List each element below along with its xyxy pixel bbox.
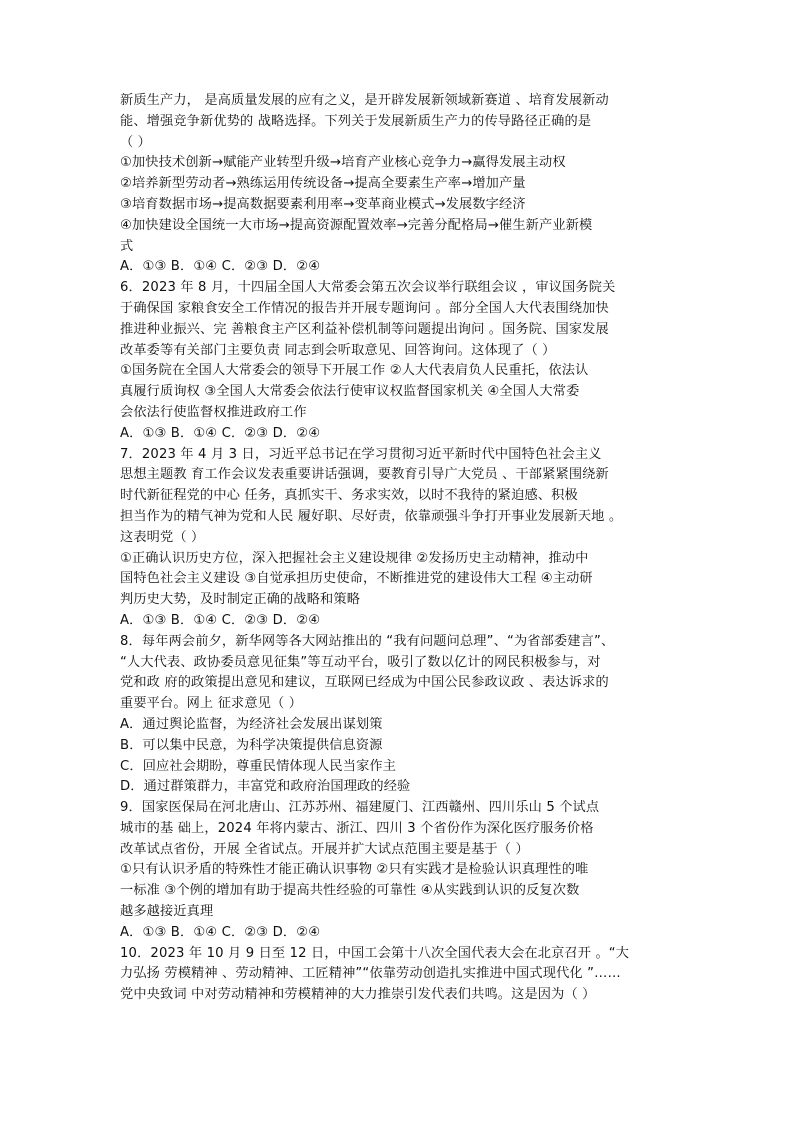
text-line: 推进种业振兴、完 善粮食主产区利益补偿机制等问题提出询问 。国务院、国家发展 [120,321,609,337]
option-line: ①正确认识历史方位，深入把握社会主义建设规律 ②发扬历史主动精神，推动中 [120,550,589,566]
option-a: A．通过舆论监督，为经济社会发展出谋划策 [120,716,383,732]
question-7: 7．2023 年 4 月 3 日，习近平总书记在学习贯彻习近平新时代中国特色社会主义 [120,446,602,462]
option-line: ①只有认识矛盾的特殊性才能正确认识事物 ②只有实践才是检验认识真理性的唯 [120,862,589,878]
text-line: 党和政 府的政策提出意见和建议，互联网已经成为中国公民参政议政 、表达诉求的 [120,675,609,691]
text-line: 城市的基 础上，2024 年将内蒙古、浙江、四川 3 个省份作为深化医疗服务价格 [120,820,594,836]
text-line: 这表明党（ ） [120,529,205,545]
question-6: 6．2023 年 8 月，十四届全国人大常委会第五次会议举行联组会议 ，审议国务院关 [120,280,616,296]
option-line: ②培养新型劳动者→熟练运用传统设备→提高全要素生产率→增加产量 [120,176,526,192]
answer-choices: A．①③ B．①④ C．②③ D．②④ [120,259,321,275]
option-line: 会依法行使监督权推进政府工作 [120,404,307,420]
option-line: 国特色社会主义建设 ③自觉承担历史使命，不断推进党的建设伟大工程 ④主动研 [120,571,593,587]
document-body [120,91,680,1006]
text-line: 时代新征程党的中心 任务，真抓实干、务求实效，以时不我待的紧迫感、积极 [120,488,578,504]
text-line: 党中央致词 中对劳动精神和劳模精神的大力推崇引发代表们共鸣。这是因为（ ） [120,987,596,1003]
answer-choices: A．①③ B．①④ C．②③ D．②④ [120,425,321,441]
question-8: 8．每年两会前夕，新华网等各大网站推出的 “我有问题问总理”、“为省部委建言”、 [120,633,615,649]
text-line: 新质生产力， 是高质量发展的应有之义，是开辟发展新领域新赛道 、培育发展新动 [120,93,609,108]
option-d: D．通过群策群力，丰富党和政府治国理政的经验 [120,779,411,795]
option-line: ①国务院在全国人大常委会的领导下开展工作 ②人大代表肩负人民重托，依法认 [120,363,589,379]
option-line: ④加快建设全国统一大市场→提高资源配置效率→完善分配格局→催生新产业新模 [120,217,593,233]
option-line: 真履行质询权 ③全国人大常委会依法行使审议权监督国家机关 ④全国人大常委 [120,384,580,400]
text-line: 式 [120,238,134,254]
text-line: 重要平台。网上 征求意见（ ） [120,696,303,712]
text-line: 担当作为的精气神为党和人民 履好职、尽好责，依靠顽强斗争打开事业发展新天地 。 [120,508,623,524]
option-line: 判历史大势，及时制定正确的战略和策略 [120,592,361,608]
text-line: （ ） [120,134,152,150]
option-line: ③培育数据市场→提高数据要素利用率→变革商业模式→发展数字经济 [120,196,526,212]
question-9: 9．国家医保局在河北唐山、江苏苏州、福建厦门、江西赣州、四川乐山 5 个试点 [120,800,600,816]
text-line: 于确保国 家粮食安全工作情况的报告并开展专题询问 。部分全国人大代表围绕加快 [120,300,609,316]
text-line: 能、增强竞争新优势的 战略选择。下列关于发展新质生产力的传导路径正确的是 [120,113,592,129]
text-line: 改革试点省份，开展 全省试点。开展并扩大试点范围主要是基于（ ） [120,841,529,857]
option-line: 一标准 ③个例的增加有助于提高共性经验的可靠性 ④从实践到认识的反复次数 [120,883,580,899]
option-b: B．可以集中民意，为科学决策提供信息资源 [120,737,383,753]
text-line: 力弘扬 劳模精神 、劳动精神、工匠精神”“依靠劳动创造扎实推进中国式现代化 ”…… [120,966,621,982]
option-c: C．回应社会期盼，尊重民情体现人民当家作主 [120,758,397,774]
text-line: “人大代表、政协委员意见征集”等互动平台，吸引了数以亿计的网民积极参与，对 [120,654,601,670]
option-line: ①加快技术创新→赋能产业转型升级→培育产业核心竞争力→赢得发展主动权 [120,155,566,171]
answer-choices: A．①③ B．①④ C．②③ D．②④ [120,924,321,940]
text-line: 改革委等有关部门主要负责 同志到会听取意见、回答询问。这体现了（ ） [120,342,556,358]
answer-choices: A．①③ B．①④ C．②③ D．②④ [120,612,321,628]
question-10: 10．2023 年 10 月 9 日至 12 日，中国工会第十八次全国代表大会在北京召开 。“大 [120,945,630,961]
text-line: 思想主题教 育工作会议发表重要讲话强调，要教育引导广大党员 、干部紧紧围绕新 [120,467,609,483]
option-line: 越多越接近真理 [120,904,214,920]
